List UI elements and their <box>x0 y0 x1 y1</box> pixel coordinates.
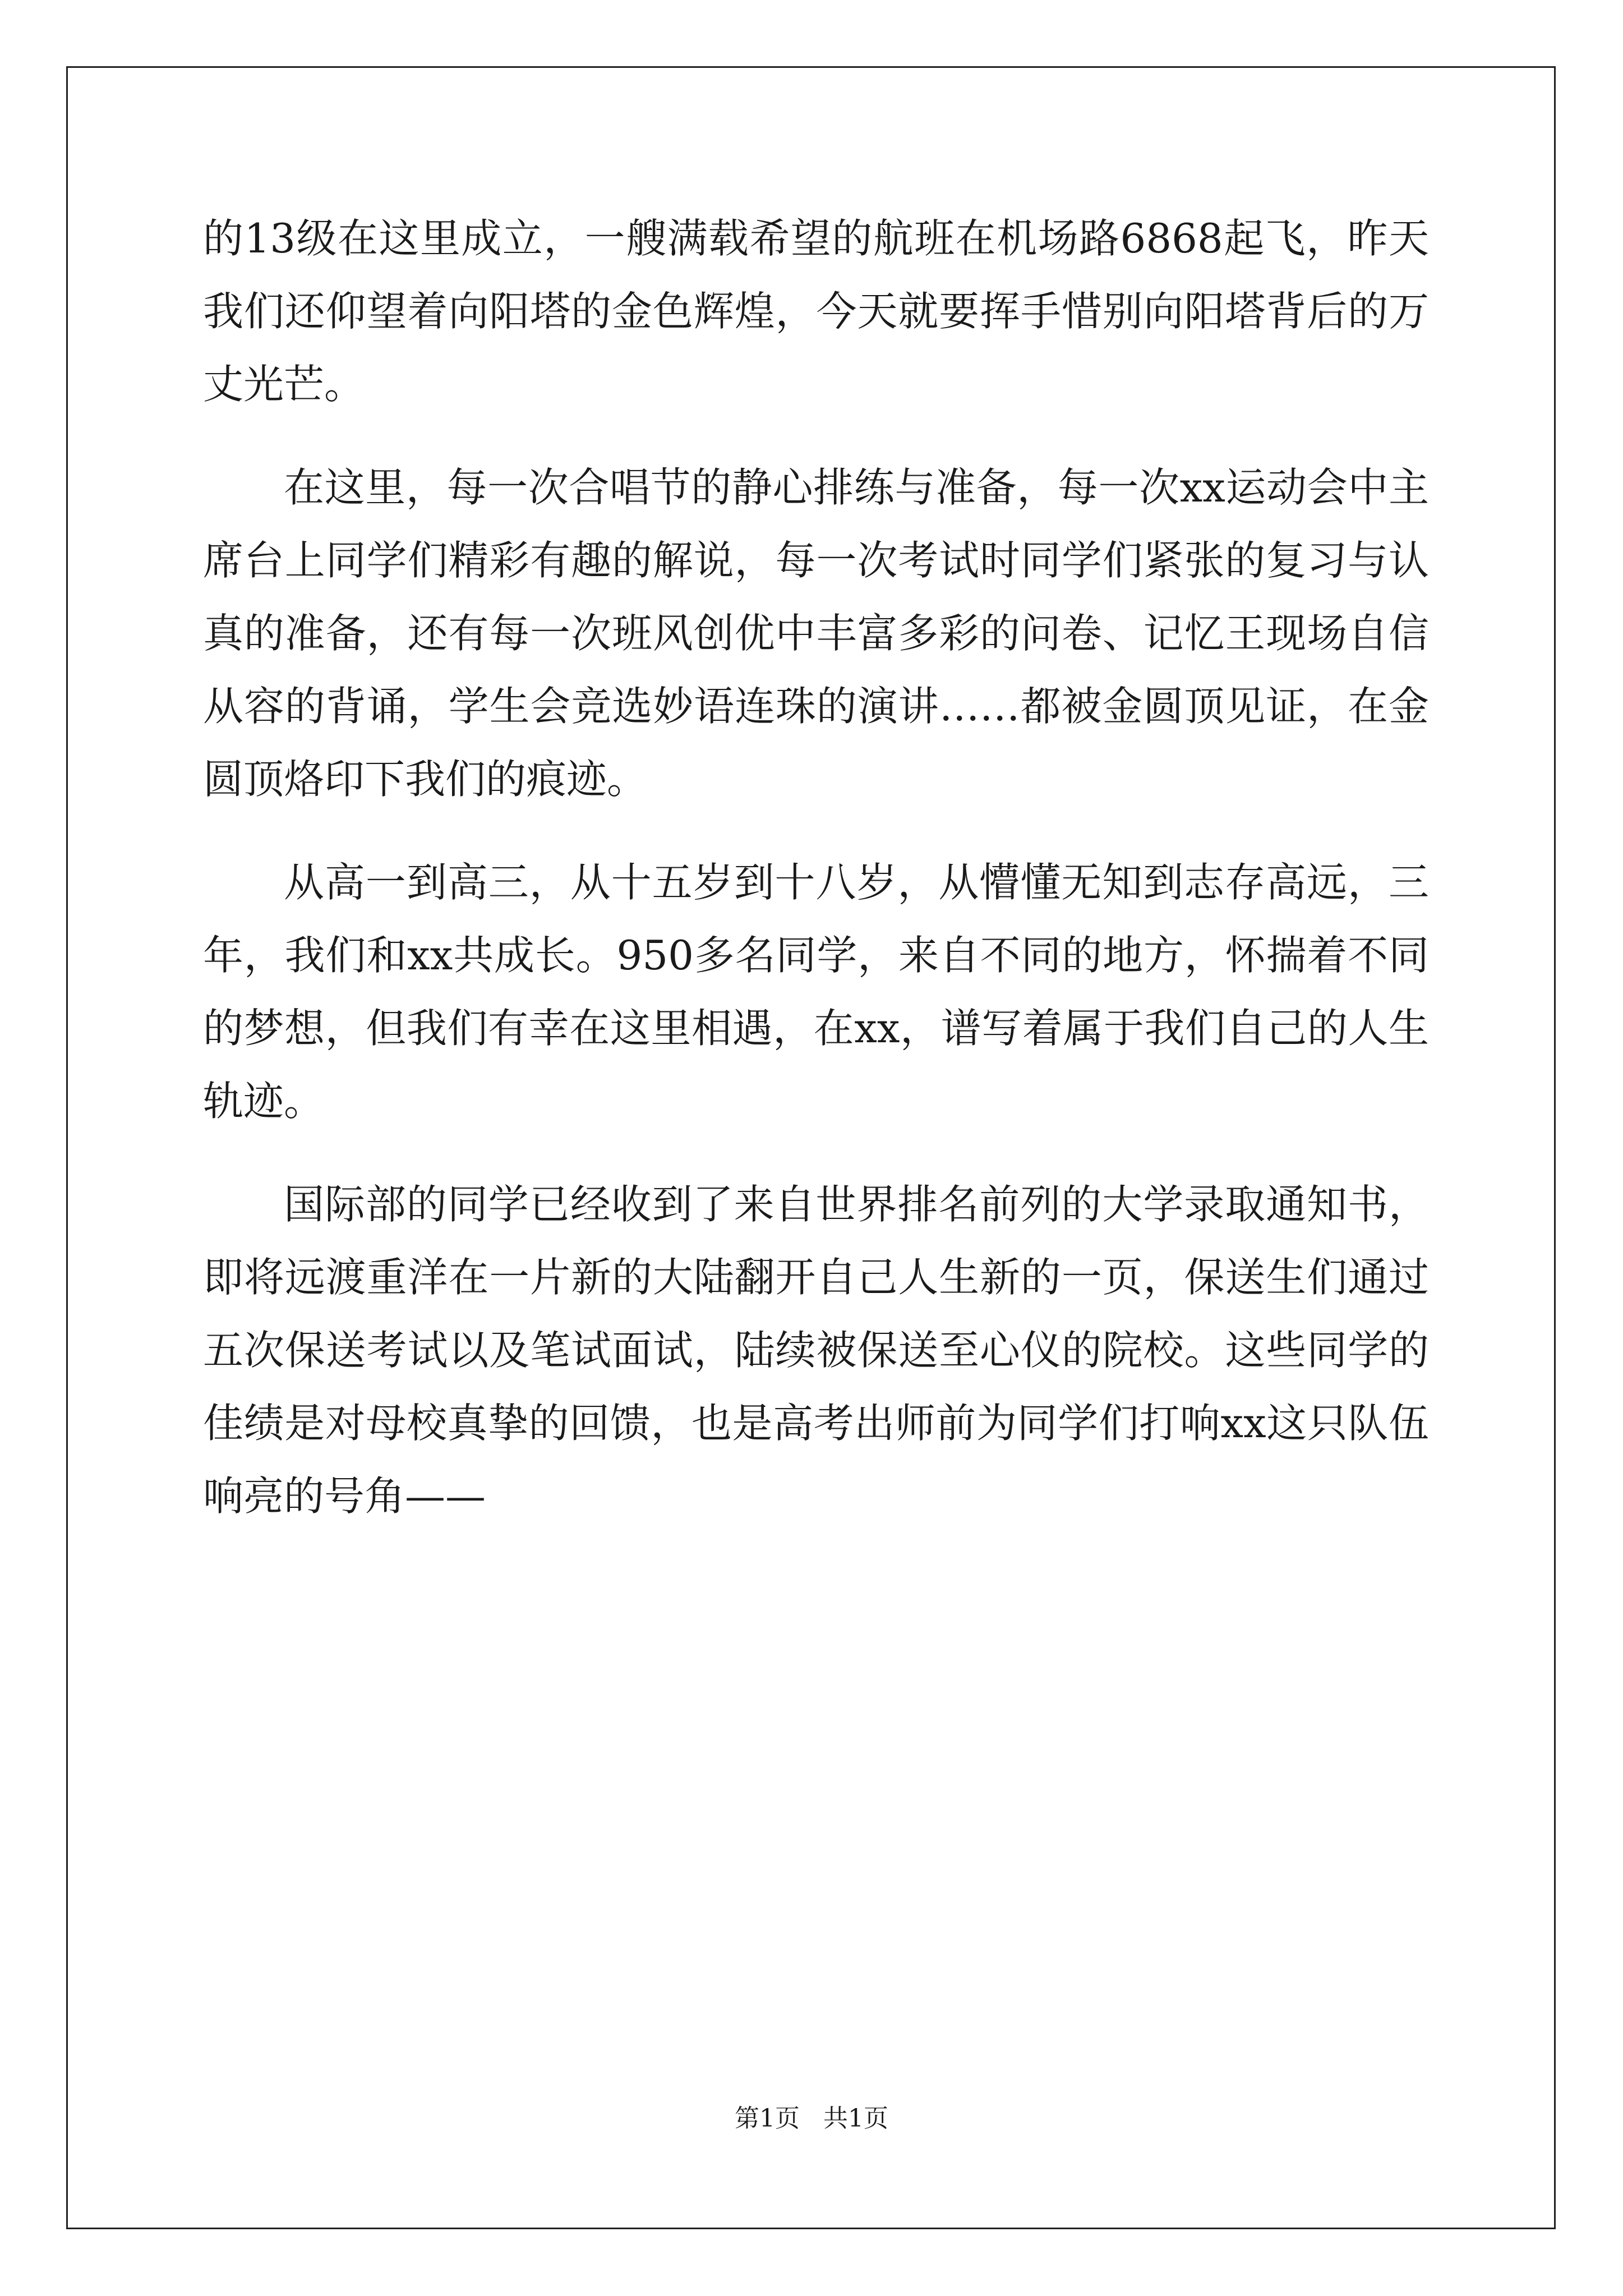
page-number-current: 第1页 <box>735 2104 800 2133</box>
paragraph-3: 从高一到高三，从十五岁到十八岁，从懵懂无知到志存高远，三年，我们和xx共成长。950多名同学，来自不同的地方，怀揣着不同的梦想，但我们有幸在这里相遇，在xx，谱写着属于我们自己的人生轨迹。 <box>203 859 1429 1125</box>
paragraph-1: 的13级在这里成立，一艘满载希望的航班在机场路6868起飞，昨天我们还仰望着向阳塔的金色辉煌，今天就要挥手惜别向阳塔背后的万丈光芒。 <box>203 215 1429 408</box>
paragraph-2: 在这里，每一次合唱节的静心排练与准备，每一次xx运动会中主席台上同学们精彩有趣的解说，每一次考试时同学们紧张的复习与认真的准备，还有每一次班风创优中丰富多彩的问卷、记忆王现场自信从容的背诵，学生会竞选妙语连珠的演讲……都被金圆顶见证，在金圆顶烙印下我们的痕迹。 <box>203 464 1429 803</box>
page-number-total: 共1页 <box>823 2104 888 2133</box>
document-body <box>203 202 1429 1563</box>
paragraph-4: 国际部的同学已经收到了来自世界排名前列的大学录取通知书，即将远渡重洋在一片新的大陆翻开自己人生新的一页，保送生们通过五次保送考试以及笔试面试，陆续被保送至心仪的院校。这些同学的佳绩是对母校真挚的回馈，也是高考出师前为同学们打响xx这只队伍响亮的号角—— <box>203 1181 1429 1520</box>
page-footer <box>0 2098 1623 2134</box>
